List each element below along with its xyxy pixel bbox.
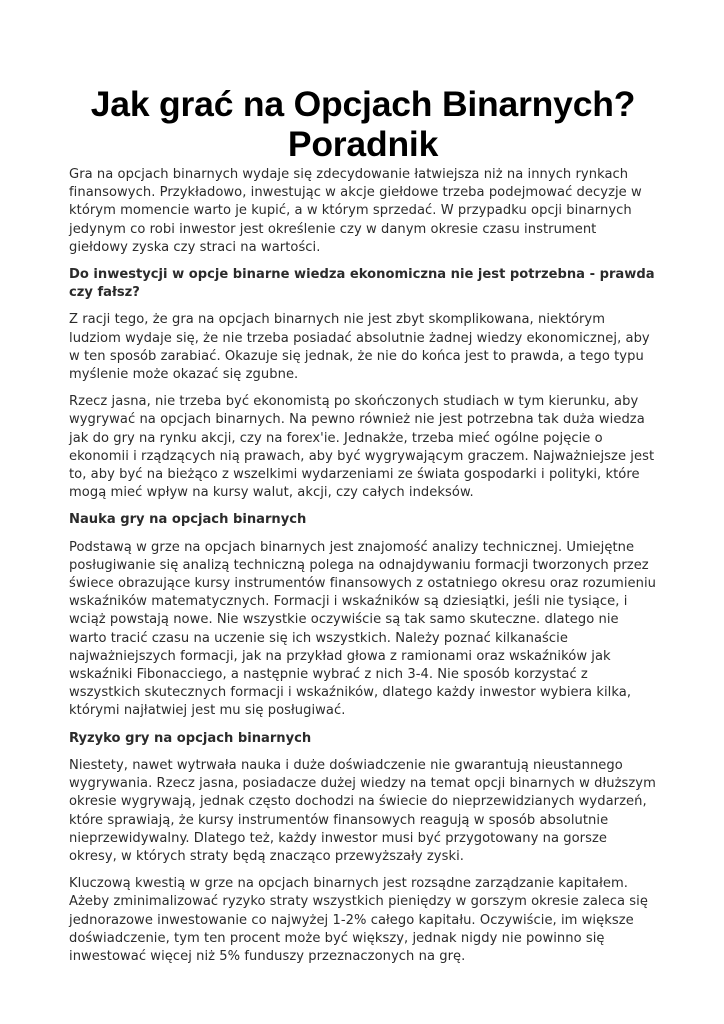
section-heading-knowledge: Do inwestycji w opcje binarne wiedza ekonomiczna nie jest potrzebna - prawda czy fałsz? bbox=[69, 267, 655, 301]
title-line-1: Jak grać na Opcjach Binarnych? bbox=[90, 84, 636, 124]
document-page bbox=[69, 84, 657, 975]
intro-paragraph: Gra na opcjach binarnych wydaje się zdecydowanie łatwiejsza niż na innych rynkach finansowych. Przykładowo, inwestując w akcje giełdowe trzeba podejmować decyzje w którym momencie warto je kupić, a w którym sprzedać. W przypadku opcji binarnych jedynym co robi inwestor jest określenie czy w danym okresie czasu instrument giełdowy zyska czy straci na wartości. bbox=[69, 167, 642, 255]
section-heading-learning: Nauka gry na opcjach binarnych bbox=[69, 512, 307, 528]
paragraph: Kluczową kwestią w grze na opcjach binarnych jest rozsądne zarządzanie kapitałem. Ażeby zminimalizować ryzyko straty wszystkich pieniędzy w gorszym okresie zaleca się jednorazowe inwestowanie co najwyżej 1-2% całego kapitału. Oczywiście, im większe doświadczenie, tym ten procent może być większy, jednak nigdy nie powinno się inwestować więcej niż 5% funduszy przeznaczonych na grę. bbox=[69, 876, 648, 964]
paragraph: Z racji tego, że gra na opcjach binarnych nie jest zbyt skomplikowana, niektórym ludziom wydaje się, że nie trzeba posiadać absolutnie żadnej wiedzy ekonomicznej, aby w ten sposób zarabiać. Okazuje się jednak, że nie do końca jest to prawda, a tego typu myślenie może okazać się zgubne. bbox=[69, 312, 650, 383]
paragraph: Podstawą w grze na opcjach binarnych jest znajomość analizy technicznej. Umiejętne posługiwanie się analizą techniczną polega na odnajdywaniu formacji tworzonych przez świece obrazujące kursy instrumentów finansowych z ostatniego okresu oraz rozumieniu wskaźników matematycznych. Formacji i wskaźników są dziesiątki, jeśli nie tysiące, i wciąż powstają nowe. Nie wszystkie oczywiście są tak samo skuteczne. dlatego nie warto tracić czasu na uczenie się ich wszystkich. Należy poznać kilkanaście najważniejszych formacji, jak na przykład głowa z ramionami oraz wskaźników jak wskaźniki Fibonacciego, a następnie wybrać z nich 3-4. Nie sposób korzystać z wszystkich skutecznych formacji i wskaźników, dlatego każdy inwestor wybiera kilka, którymi najłatwiej jest mu się posługiwać. bbox=[69, 539, 657, 719]
title-line-2: Poradnik bbox=[287, 124, 439, 164]
paragraph: Niestety, nawet wytrwała nauka i duże doświadczenie nie gwarantują nieustannego wygrywania. Rzecz jasna, posiadacze dużej wiedzy na temat opcji binarnych w dłuższym okresie wygrywają, jednak często dochodzi na świecie do nieprzewidzianych wydarzeń, które sprawiają, że kursy instrumentów finansowych reagują w sposób absolutnie nieprzewidywalny. Dlatego też, każdy inwestor musi być przygotowany na gorsze okresy, w których straty będą znacząco przewyższały zyski. bbox=[69, 757, 656, 864]
paragraph: Rzecz jasna, nie trzeba być ekonomistą po skończonych studiach w tym kierunku, aby wygrywać na opcjach binarnych. Na pewno również nie jest potrzebna tak duża wiedza jak do gry na rynku akcji, czy na forex'ie. Jednakże, trzeba mieć ogólne pojęcie o ekonomii i rządzących nią prawach, aby być wygrywającym graczem. Najważniejsze jest to, aby być na bieżąco z wszelkimi wydarzeniami ze świata gospodarki i polityki, które mogą mieć wpływ na kursy walut, akcji, czy całych indeksów. bbox=[69, 394, 655, 501]
page-title bbox=[69, 84, 657, 164]
section-heading-risk: Ryzyko gry na opcjach binarnych bbox=[69, 730, 312, 746]
